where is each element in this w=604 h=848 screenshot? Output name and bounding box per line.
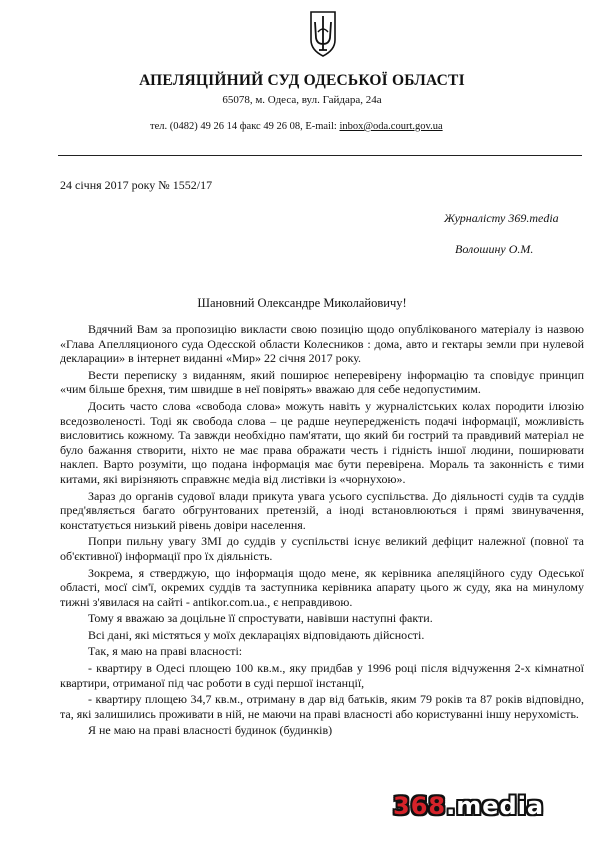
court-address: 65078, м. Одеса, вул. Гайдара, 24а (222, 94, 382, 106)
watermark-number: 368 (393, 792, 447, 820)
body-paragraph: Вдячний Вам за пропозицію викласти свою позицію щодо опублікованого матеріалу із назвою «Глава Апелляционого суда Одесской области Колесников : дома, авто и гектары земли при нулевой декларации» в інтернет виданні «Мир» 22 січня 2017 року. (60, 322, 584, 366)
body-paragraph: Досить часто слова «свобода слова» можуть навіть у журналістських колах породити ілюзію вседозволеності. Тоді як свобода слова – це радше неупередженість подачі інформації, можливість висловитись кожному. Та завжди необхідно пам'ятати, що який би гострий та правдивий матеріал не було бажання створити, ніхто не має права ображати честь і гідність іншої людини, поширювати наклеп. Варто розуміти, що подана інформація має бути перевірена. Мораль та законність є тими китами, які вирізняють справжнє медіа від листівки із «чорнухою». (60, 398, 584, 486)
body-paragraph: Так, я маю на праві власності: (88, 644, 243, 659)
body-paragraph: - квартиру площею 34,7 кв.м., отриману в дар від батьків, яким 79 років та 87 років відповідно, та, які залишились проживати в ній, не маючи на праві власності або користуванні іншу нерухомість. (60, 692, 584, 721)
watermark-domain: .media (446, 792, 545, 820)
header-divider (58, 155, 582, 156)
body-paragraph: Тому я вважаю за доцільне її спростувати, навівши наступні факти. (88, 611, 433, 626)
recipient-line-2: Волошину О.М. (455, 242, 534, 256)
email-link[interactable]: inbox@oda.court.gov.ua (339, 121, 443, 132)
court-contacts (150, 121, 443, 132)
letter-body (60, 322, 584, 740)
body-paragraph: Попри пильну увагу ЗМІ до суддів у суспільстві існує великий дефіцит належної (повної та об'єктивної) інформації про їх діяльність. (60, 534, 584, 563)
court-title: АПЕЛЯЦІЙНИЙ СУД ОДЕСЬКОЇ ОБЛАСТІ (139, 72, 465, 89)
body-paragraph: Зараз до органів судової влади прикута увага усього суспільства. До діяльності судів та суддів пред'являється багато обгрунтованих претензій, а іноді встановлюються і прямі звинувачення, констатується низький рівень довіри населення. (60, 488, 584, 532)
recipient-line-1: Журналісту 369.media (444, 211, 559, 225)
body-paragraph: Зокрема, я стверджую, що інформація щодо мене, як керівника апеляційного суду Одеської області, мосї сім'ї, окремих суддів та заступника керівника апарату цього ж суду, яка на минулому тижні з'явилася на сайті - antikor.com.ua., є неправдивою. (60, 565, 584, 609)
body-paragraph: Вести переписку з виданням, який поширює неперевірену інформацію та сповідує принцип «чим більше брехня, тим швидше в неї повірять» вважаю для себе недопустимим. (60, 367, 584, 397)
letter-reference: 24 січня 2017 року № 1552/17 (60, 178, 213, 192)
body-paragraph: - квартиру в Одесі площею 100 кв.м., яку придбав у 1996 році після відчуження 2-х кімнатної квартири, отриманої під час роботи в суді першої інстанції, (60, 661, 584, 690)
site-watermark (393, 792, 544, 820)
body-paragraph: Я не маю на праві власності будинок (будинків) (88, 723, 333, 738)
body-paragraph: Всі дані, які містяться у моїх деклараціях відповідають дійсності. (88, 627, 425, 642)
salutation: Шановний Олександре Миколайовичу! (197, 296, 407, 310)
trident-emblem-icon (309, 10, 337, 58)
contacts-text: тел. (0482) 49 26 14 факс 49 26 08, E-mail: (150, 121, 340, 132)
